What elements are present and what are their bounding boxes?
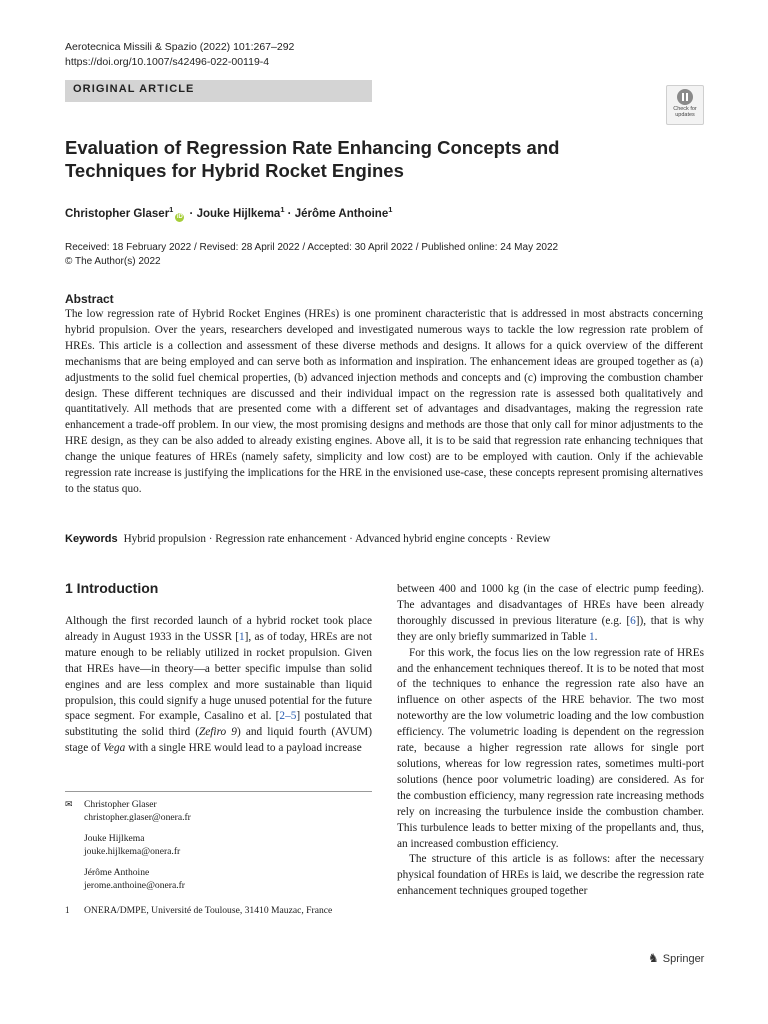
history-dates: Received: 18 February 2022 / Revised: 28 April 2022 / Accepted: 30 April 2022 / Published online: 24 May 2022: [65, 242, 559, 253]
abstract-heading: Abstract: [65, 292, 114, 306]
email-link[interactable]: christopher.glaser@onera.fr: [84, 812, 191, 823]
envelope-icon: ✉: [65, 799, 73, 809]
author-name[interactable]: Christopher Glaser: [65, 207, 170, 220]
affiliation-text: ONERA/DMPE, Université de Toulouse, 31410 Mauzac, France: [84, 905, 333, 916]
publication-dates: [65, 241, 558, 269]
article-title: Evaluation of Regression Rate Enhancing Concepts and Techniques for Hybrid Rocket Engines: [65, 137, 560, 181]
paragraph: between 400 and 1000 kg (in the case of electric pump feeding). The advantages and disadvantages of HREs have been already thoroughly discussed in previous literature (e.g. [6]), that is why they are only briefly summarized in Table 1.: [397, 583, 704, 643]
badge-text-1: Check for: [673, 106, 697, 112]
email-link[interactable]: jouke.hijlkema@onera.fr: [84, 846, 181, 857]
publisher-name: Springer: [662, 953, 705, 965]
section-heading-introduction: 1 Introduction: [65, 580, 159, 596]
journal-citation: [65, 40, 294, 70]
footnote-author-name: Christopher Glaser: [84, 799, 157, 810]
keywords-label: Keywords: [65, 533, 118, 545]
corresponding-author: [65, 798, 372, 824]
affiliation-sup: 1: [280, 205, 285, 214]
copyright-line: © The Author(s) 2022: [65, 256, 161, 267]
paragraph: For this work, the focus lies on the low regression rate of HREs and the enhancement techniques thereof. It is to be noted that most of the techniques to enhance the regression rate also have an influence on other aspects of the HRE behavior. The two most noteworthy are the low volumetric loading and the low combustion efficiency. The volumetric loading is dependent on the regression rate, because a higher regression rate allows for single port solutions, whereas for low regression rates, sometimes multi-port solutions (hence poor volumetric loading) are considered. As for the combustion efficiency, many regression rate increasing methods rely on increasing the turbulence inside the combustion chamber. This turbulence leads to better mixing of the propellants and, thus, an increased combustion efficiency.: [397, 646, 704, 850]
abstract-text: The low regression rate of Hybrid Rocket Engines (HREs) is one prominent characteristic that is addressed in most abstracts concerning hybrid propulsion. Over the years, researchers developed and investigated numerous ways to tackle the low regression rate problem of HREs. This article is a collection and assessment of these diverse methods and designs. It allows for a quick overview of the different mechanisms that are being employed and can serve both as information and inspiration. The enhancement ideas are grouped together as (a) adjustments to the solid fuel chemical properties, (b) advanced injection methods and concepts and (c) improving the combustion chamber design. These different techniques are discussed and their individual impact on the regression rate is assessed both qualitatively and quantitatively. All methods that are presented come with a different set of advantages and disadvantages, making the regression rate enhancement a trade-off problem. In our view, the most promising designs and methods are those that only call for minor adjustments to the HRE design, as they can be also added to already existing engines. Above all, it is to be said that regression rate enhancing techniques that change the unique features of HREs (namely safety, simplicity and low cost) are to be employed with caution. Only if the achievable regression rate increase is justifying the implications for the HRE in the envisioned use-case, these concepts represent promising alternatives to the status quo.: [65, 308, 703, 495]
author-contact: [65, 832, 372, 858]
author-name[interactable]: Jouke Hijlkema: [196, 207, 281, 220]
affiliation: [65, 904, 372, 917]
journal-name-line: Aerotecnica Missili & Spazio (2022) 101:267–292: [65, 41, 295, 53]
affiliation-sup: 1: [169, 205, 174, 214]
orcid-icon[interactable]: iD: [176, 213, 183, 220]
citation-link[interactable]: 2–5: [279, 710, 297, 723]
check-updates-icon: [677, 89, 693, 105]
footnote-author-name: Jouke Hijlkema: [84, 833, 145, 844]
author-separator: ·: [186, 207, 197, 220]
author-contact: [65, 866, 372, 892]
citation-link[interactable]: 6: [630, 614, 636, 627]
doi-link[interactable]: https://doi.org/10.1007/s42496-022-00119-4: [65, 56, 270, 68]
article-type-banner: [65, 80, 372, 102]
publisher-logo: [648, 951, 704, 965]
author-separator: ·: [284, 207, 295, 220]
keywords: [65, 533, 550, 545]
author-list: [65, 205, 392, 222]
paragraph: The structure of this article is as follows: after the necessary physical foundation of HREs is laid, we describe the regression rate enhancement techniques grouped together: [397, 853, 704, 898]
footnote-divider: [65, 791, 372, 792]
footnote-author-name: Jérôme Anthoine: [84, 867, 150, 878]
table-link[interactable]: 1: [588, 630, 595, 643]
article-type-label: ORIGINAL ARTICLE: [73, 83, 195, 95]
email-link[interactable]: jerome.anthoine@onera.fr: [84, 880, 185, 891]
citation-link[interactable]: 1: [239, 630, 245, 643]
affiliation-sup: 1: [388, 205, 393, 214]
body-column-right: [397, 582, 704, 900]
check-for-updates-badge[interactable]: [666, 85, 704, 125]
author-name[interactable]: Jérôme Anthoine: [294, 207, 389, 220]
springer-horse-icon: ♞: [648, 951, 659, 965]
body-column-left: [65, 614, 372, 757]
paragraph: Although the first recorded launch of a hybrid rocket took place already in August 1933 in the USSR [1], as of today, HREs are not mature enough to be reliably utilized in rocket propulsion. Given that HREs have—in theory—a better specific impulse than solid engines and are less complex and more sustainable than liquid propulsion, this could signify a huge unused potential for the future space segment. For example, Casalino et al. [2–5] postulated that substituting the solid third (Zefiro 9) and liquid fourth (AVUM) stage of Vega with a single HRE would lead to a payload increase: [65, 615, 372, 755]
keywords-list: Hybrid propulsion · Regression rate enhancement · Advanced hybrid engine concepts · Review: [123, 533, 551, 545]
author-footnotes: [65, 798, 372, 917]
badge-text-2: updates: [675, 112, 695, 118]
affiliation-mark: 1: [65, 905, 70, 915]
